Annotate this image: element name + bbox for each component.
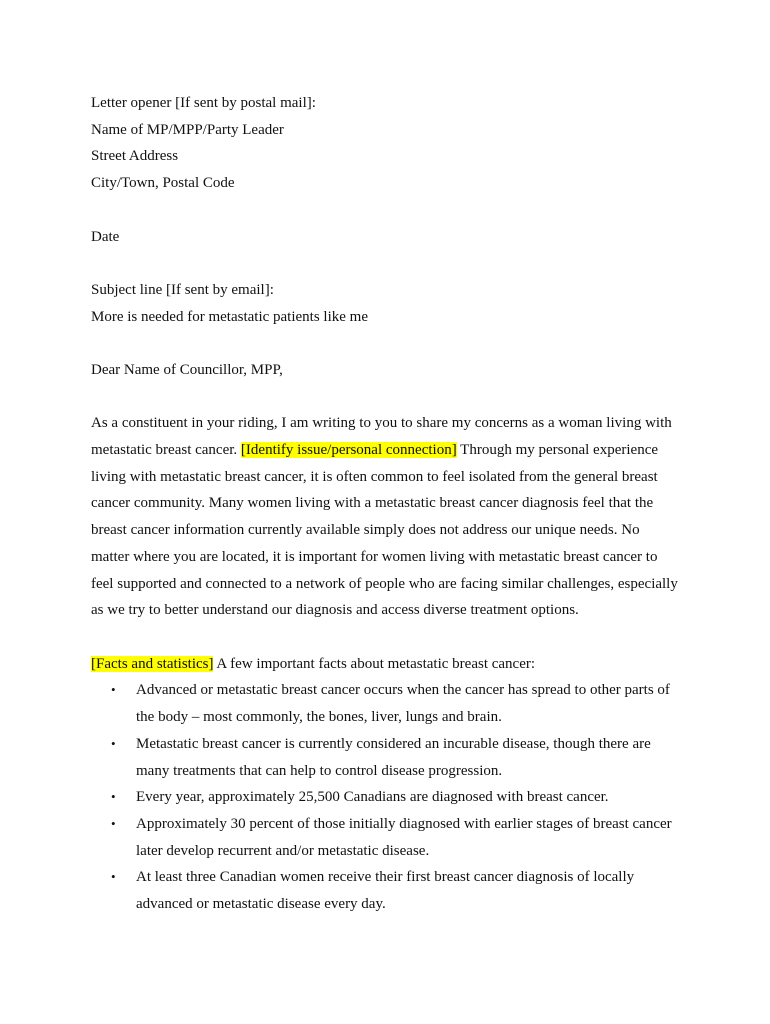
subject-label: Subject line [If sent by email]: xyxy=(91,281,274,298)
fact-text: Advanced or metastatic breast cancer occurs when the cancer has spread to other parts of the body – most commonly, the bones, liver, lungs and brain. xyxy=(136,682,670,726)
body-paragraph xyxy=(91,410,681,624)
spacer xyxy=(91,624,691,651)
subject-text: More is needed for metastatic patients like me xyxy=(91,308,368,325)
spacer xyxy=(91,250,691,277)
list-item xyxy=(91,677,686,730)
recipient-name: Name of MP/MPP/Party Leader xyxy=(91,121,284,138)
facts-list xyxy=(91,677,691,917)
spacer xyxy=(91,330,691,357)
list-item xyxy=(91,811,686,864)
bullet-icon: • xyxy=(111,789,116,805)
facts-heading xyxy=(91,651,691,678)
opener-label: Letter opener [If sent by postal mail]: xyxy=(91,95,316,111)
bullet-icon: • xyxy=(111,682,116,698)
street-address: Street Address xyxy=(91,148,179,165)
body-intro: As a constituent in your riding, I am writing to you to share my concerns as a woman living with metastatic breast cancer. xyxy=(91,415,672,459)
city-postal-code: City/Town, Postal Code xyxy=(91,175,235,192)
issue-highlight: [Identify issue/personal connection] xyxy=(240,442,457,459)
spacer xyxy=(91,197,691,224)
fact-text: At least three Canadian women receive their first breast cancer diagnosis of locally advanced or metastatic disease every day. xyxy=(136,869,635,913)
bullet-icon: • xyxy=(111,815,116,831)
facts-intro: A few important facts about metastatic breast cancer: xyxy=(213,655,536,672)
spacer xyxy=(91,384,691,411)
list-item xyxy=(91,731,686,784)
salutation: Dear Name of Councillor, MPP, xyxy=(91,361,283,378)
fact-text: Metastatic breast cancer is currently considered an incurable disease, though there are many treatments that can help to control disease progression. xyxy=(136,735,651,779)
letter-content xyxy=(91,90,691,918)
facts-highlight: [Facts and statistics] xyxy=(91,655,214,672)
fact-text: Approximately 30 percent of those initially diagnosed with earlier stages of breast cancer later develop recurrent and/or metastatic disease. xyxy=(136,815,672,859)
list-item xyxy=(91,864,686,917)
fact-text: Every year, approximately 25,500 Canadians are diagnosed with breast cancer. xyxy=(136,789,609,806)
bullet-icon: • xyxy=(111,869,116,885)
bullet-icon: • xyxy=(111,735,116,751)
body-rest: Through my personal experience living with metastatic breast cancer, it is often common to feel isolated from the general breast cancer community. Many women living with a metastatic breast cancer diagnosis feel that the breast cancer information currently available simply does not address our unique needs. No matter where you are located, it is important for women living with metastatic breast cancer to feel supported and connected to a network of people who are facing similar challenges, especially as we try to better understand our diagnosis and access diverse treatment options. xyxy=(91,442,678,619)
date-label: Date xyxy=(91,228,120,245)
list-item xyxy=(91,784,686,811)
